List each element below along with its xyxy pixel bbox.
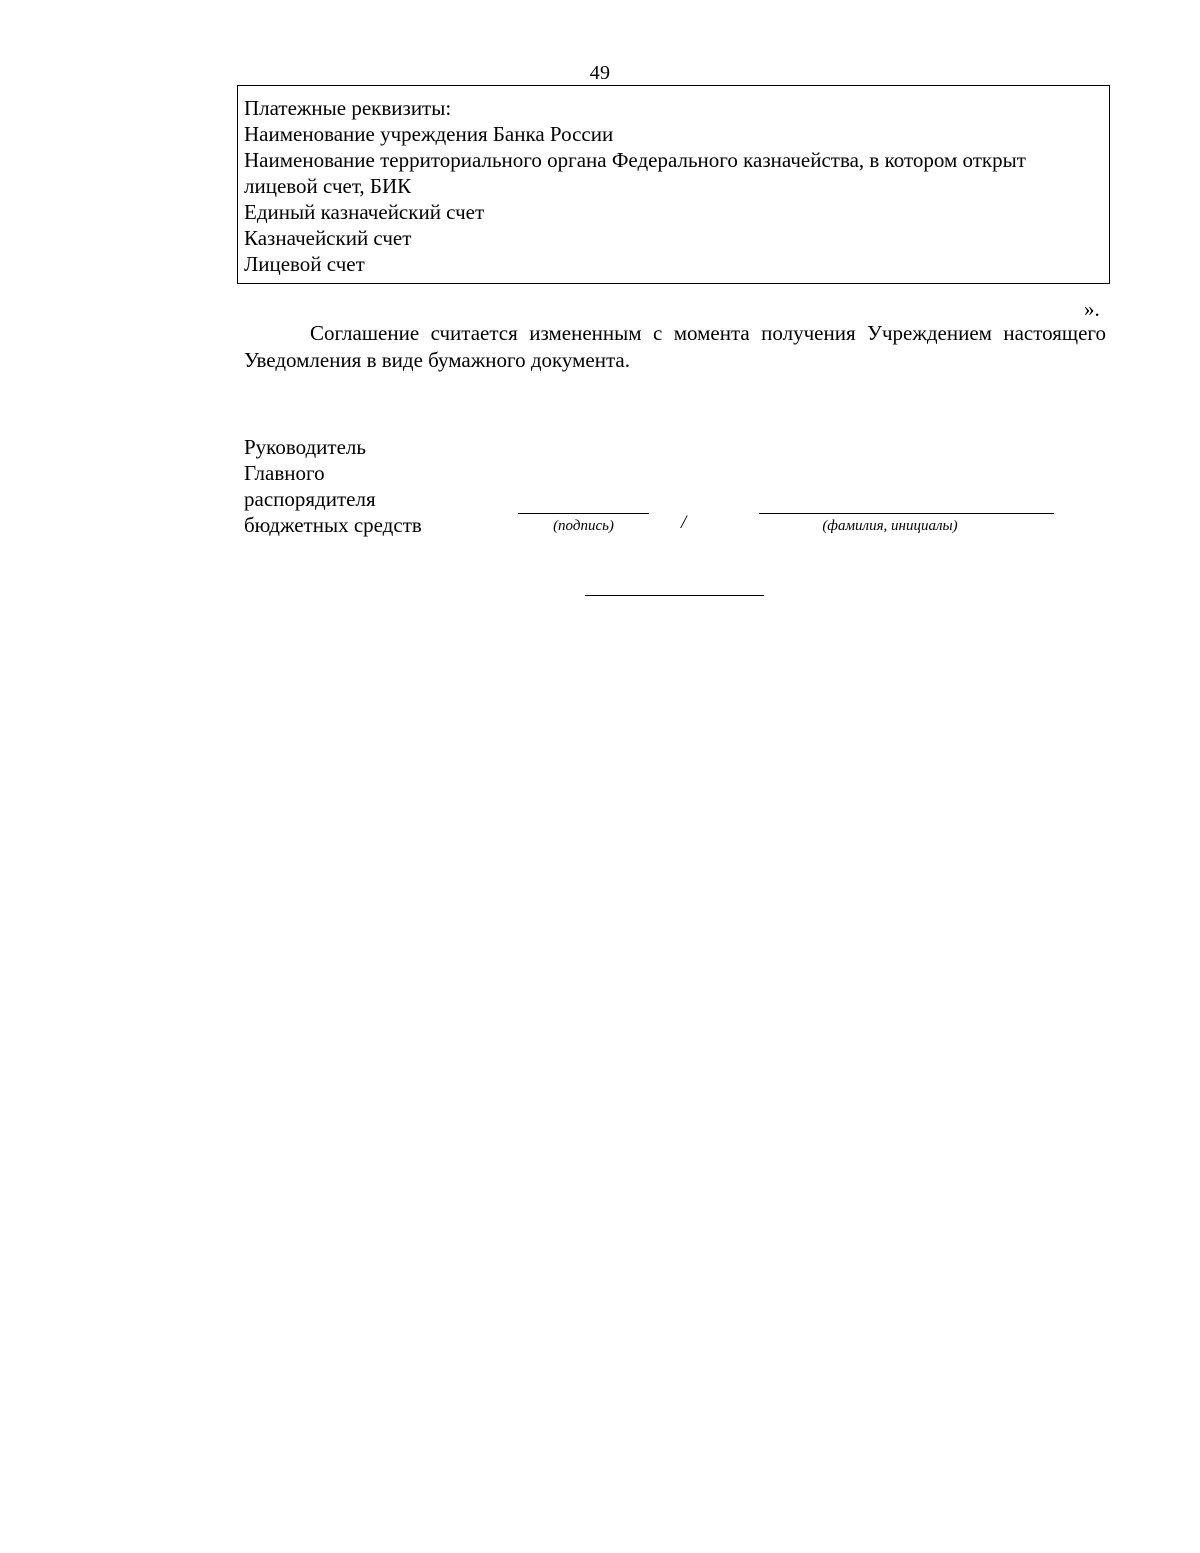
payment-details-heading: Платежные реквизиты:	[244, 96, 452, 120]
signature-line	[518, 513, 649, 514]
bank-name-field: Наименование учреждения Банка России	[244, 122, 614, 146]
name-caption: (фамилия, инициалы)	[822, 518, 958, 534]
treasury-body-field-continued: лицевой счет, БИК	[244, 174, 412, 198]
unified-treasury-account-field: Единый казначейский счет	[244, 200, 485, 224]
page-number: 49	[589, 62, 611, 84]
treasury-account-field: Казначейский счет	[244, 226, 412, 250]
signature-caption: (подпись)	[553, 518, 614, 534]
signature-separator: /	[681, 512, 687, 533]
notice-paragraph: Соглашение считается измененным с момента получения Учреждением настоящего Уведомления в виде бумажного документа.	[244, 321, 1106, 372]
signer-title-line: бюджетных средств	[244, 513, 422, 537]
signer-title-line: Главного	[244, 461, 325, 485]
personal-account-field: Лицевой счет	[244, 252, 365, 276]
name-line	[759, 513, 1054, 514]
payment-details-box	[237, 85, 1110, 284]
treasury-body-field: Наименование территориального органа Федерального казначейства, в котором открыт	[244, 148, 1026, 172]
signer-title-line: Руководитель	[244, 435, 366, 459]
closing-quote: ».	[1084, 297, 1100, 321]
signer-title-line: распорядителя	[244, 487, 376, 511]
end-of-document-rule	[585, 595, 764, 596]
signer-title	[244, 434, 422, 538]
